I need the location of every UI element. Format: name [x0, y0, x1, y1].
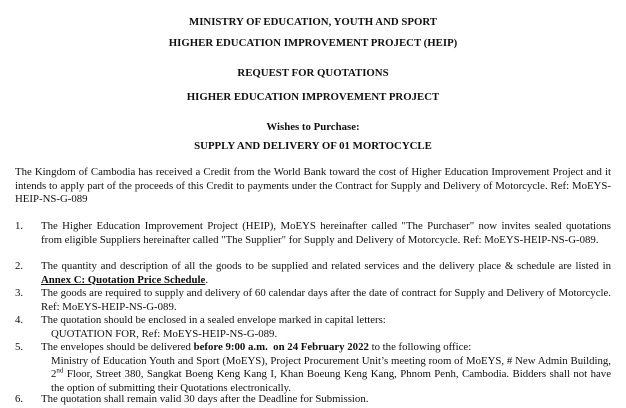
list-number: 2.	[15, 260, 24, 272]
list-number: 6.	[15, 393, 24, 405]
list-text: The envelopes should be delivered before 9:00 a.m. on 24 February 2022 to the following office: Ministry of Education Youth and Sport (MoEYS), Project Procurement Unit’s meeting room of MoEYS, # New Admin Building, 2nd Floor, Street 380, Sangkat Boeng Keng Kang I, Khan Boeung Keng Kang, Phnom Penh, Cambodia. Bidders shall not have the option of submitting their Quotations electronically.	[41, 341, 611, 394]
list-number: 5.	[15, 341, 24, 353]
annex-reference: Annex C: Quotation Price Schedule	[41, 273, 206, 286]
list-number: 4.	[15, 314, 24, 326]
list-number: 1.	[15, 220, 24, 232]
wishes-heading: Wishes to Purchase:	[266, 121, 360, 133]
ministry-title: MINISTRY OF EDUCATION, YOUTH AND SPORT	[189, 16, 437, 28]
intro-paragraph: The Kingdom of Cambodia has received a Credit from the World Bank toward the cost of Higher Education Improvement Project and it intends to apply part of the proceeds of this Credit to payments under the Contract for Supply and Delivery of Motorcycle. Ref: MoEYS-HEIP-NS-G-089	[15, 166, 611, 205]
list-text: The quotation should be enclosed in a sealed envelope marked in capital letters: QUOTATION FOR, Ref: MoEYS-HEIP-NS-G-089.	[41, 314, 611, 341]
project-subtitle: HIGHER EDUCATION IMPROVEMENT PROJECT	[186, 91, 440, 103]
list-number: 3.	[15, 287, 24, 299]
deadline-time: before 9:00 a.m.	[193, 341, 268, 353]
list-text: The quotation shall remain valid 30 days after the Deadline for Submission.	[41, 393, 369, 405]
envelope-marking: QUOTATION FOR, Ref: MoEYS-HEIP-NS-G-089.	[51, 327, 278, 340]
supply-heading: SUPPLY AND DELIVERY OF 01 MORTOCYCLE	[194, 140, 432, 152]
office-address: Ministry of Education Youth and Sport (MoEYS), Project Procurement Unit’s meeting room of MoEYS, # New Admin Building, 2nd Floor, Street 380, Sangkat Boeng Keng Kang I, Khan Boeung Keng Kang, Phnom Penh, Cambodia. Bidders shall not have the option of submitting their Quotations electronically.	[51, 354, 611, 394]
list-text: The Higher Education Improvement Project (HEIP), MoEYS hereinafter called "The Purchaser" now invites sealed quotations from eligible Suppliers hereinafter called "The Supplier" for Supply and Delivery of Motorcycle. Ref: MoEYS-HEIP-NS-G-089.	[41, 220, 611, 246]
deadline-date: 24 February 2022	[287, 341, 369, 353]
project-title: HIGHER EDUCATION IMPROVEMENT PROJECT (HEIP)	[168, 37, 458, 49]
list-text: The goods are required to supply and delivery of 60 calendar days after the date of contract for Supply and Delivery of Motorcycle. Ref: MoEYS-HEIP-NS-G-089.	[41, 287, 611, 313]
rfq-title: REQUEST FOR QUOTATIONS	[237, 67, 389, 79]
list-text: The quantity and description of all the goods to be supplied and related services and the delivery place & schedule are listed in Annex C: Quotation Price Schedule.	[41, 260, 611, 286]
